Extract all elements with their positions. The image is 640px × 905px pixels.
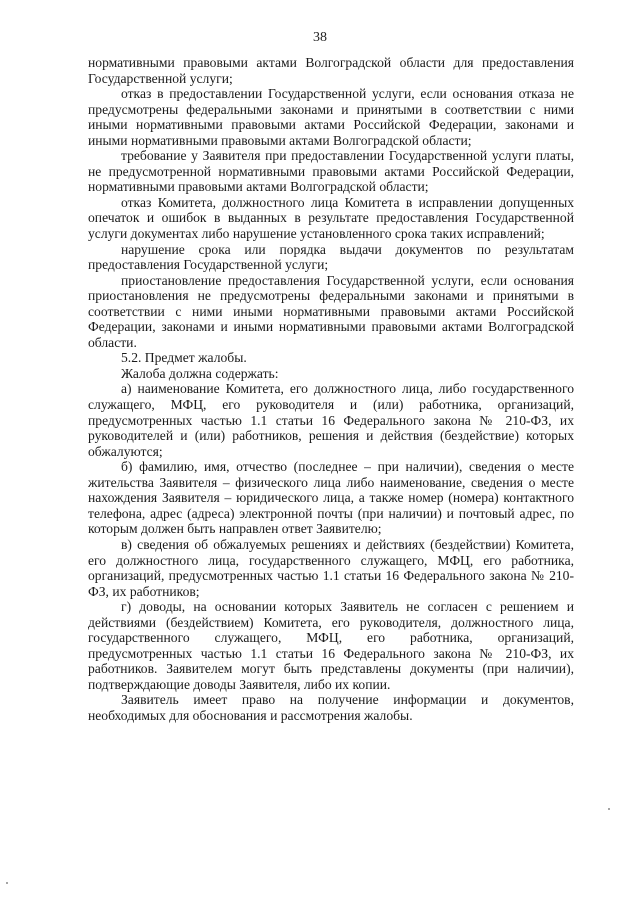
paragraph-complaint-contents: Жалоба должна содержать: [121,365,279,381]
paragraph-right-to-information: Заявитель имеет право на получение информации и документов, необходимых для обоснования и рассмотрения жалобы. [88,692,574,723]
paragraph-refusal-to-correct: отказ Комитета, должностного лица Комитета в исправлении допущенных опечаток и ошибок в выданных в результате предоставления Государственной услуги документах либо нарушение установленного срока таких исправлений; [88,194,574,242]
list-item-a: а) наименование Комитета, его должностного лица, либо государственного служащего, МФЦ, его руководителя и (или) работника, организаций, предусмотренных частью 1.1 статьи 16 Федерального закона № 210-ФЗ, их руководителей и (или) работников, решения и действия (бездействие) которых обжалуются; [88,381,574,459]
paragraph-issuance-violation: нарушение срока или порядка выдачи документов по результатам предоставления Государственной услуги; [88,241,574,273]
list-item-g: г) доводы, на основании которых Заявитель не согласен с решением и действиями (бездействием) Комитета, его руководителя, должностного лица, государственного служащего, МФЦ, его работника, организаций, предусмотренных частью 1.1 статьи 16 Федерального закона № 210-ФЗ, их работников. Заявителем могут быть представлены документы (при наличии), подтверждающие доводы Заявителя, либо их копии. [88,599,574,692]
paragraph-continuation: нормативными правовыми актами Волгоградской области для предоставления Государственной услуги; [88,55,574,86]
list-item-b: б) фамилию, имя, отчество (последнее – при наличии), сведения о месте жительства Заявителя – физического лица либо наименование, сведения о месте нахождения Заявителя – юридического лица, а также номер (номера) контактного телефона, адрес (адреса) электронной почты (при наличии) и почтовый адрес, по которым должен быть направлен ответ Заявителю; [88,459,574,537]
page-number: 38 [313,30,327,45]
paragraph-refusal-of-service: отказ в предоставлении Государственной услуги, если основания отказа не предусмотрены федеральными законами и принятыми в соответствии с ними иными нормативными правовыми актами Российской Федерации, законами и иными нормативными правовыми актами Волгоградской области; [88,86,574,148]
scan-speck [6,882,8,884]
document-body [88,55,574,724]
scan-speck [608,808,610,810]
list-item-v: в) сведения об обжалуемых решениях и действиях (бездействии) Комитета, его должностного лица, государственного служащего, МФЦ, его работника, организаций, предусмотренных частью 1.1 статьи 16 Федерального закона № 210-ФЗ, их работников; [88,536,574,599]
paragraph-fee-requirement: требование у Заявителя при предоставлении Государственной услуги платы, не предусмотренной нормативными правовыми актами Российской Федерации, нормативными правовыми актами Волгоградской области; [88,148,574,195]
section-heading: 5.2. Предмет жалобы. [121,350,247,366]
paragraph-suspension: приостановление предоставления Государственной услуги, если основания приостановления не предусмотрены федеральными законами и принятыми в соответствии с ними иными нормативными правовыми актами Российской Федерации, законами и иными нормативными правовыми актами Волгоградской области. [88,272,574,350]
